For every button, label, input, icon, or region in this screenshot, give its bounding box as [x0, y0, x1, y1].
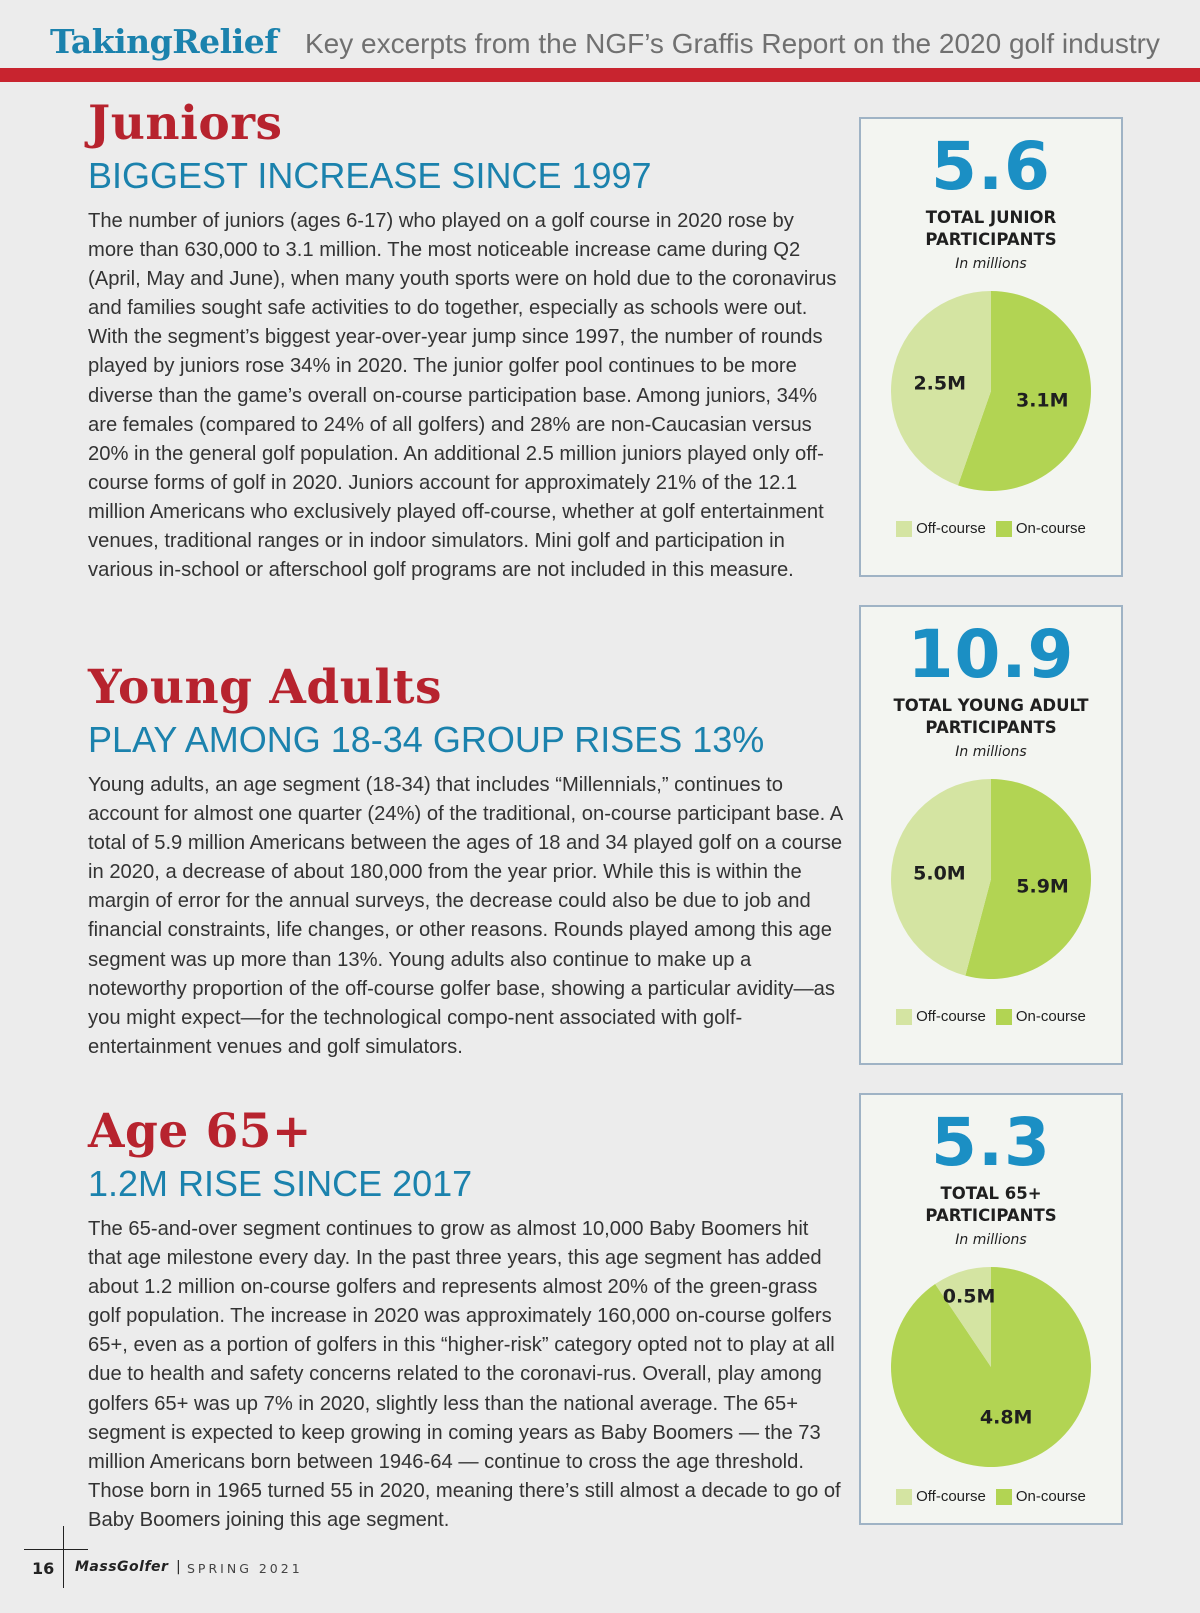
- card-label-line: PARTICIPANTS: [925, 1206, 1057, 1225]
- card-units: In millions: [955, 1232, 1027, 1248]
- card-label-line: TOTAL JUNIOR: [925, 208, 1057, 227]
- header-divider: [0, 68, 1200, 82]
- chart-legend: [861, 520, 1121, 537]
- stat-card-young-adults: [859, 605, 1123, 1065]
- card-label-line: PARTICIPANTS: [925, 718, 1057, 737]
- legend-item-off-course: [896, 1008, 986, 1025]
- card-label: [861, 695, 1121, 739]
- chart-legend: [861, 1488, 1121, 1505]
- legend-item-off-course: [896, 1488, 986, 1505]
- stat-card-age-65: [859, 1093, 1123, 1525]
- section-body: The number of juniors (ages 6-17) who played on a golf course in 2020 rose by more than 630,000 to 3.1 million. The most noticeable increase came during Q2 (April, May and June), when many youth sports were on hold due to the coronavirus and families sought safe activities to do together, especially as schools were out. With the segment’s biggest year-over-year jump since 1997, the number of rounds played by juniors rose 34% in 2020. The junior golfer pool continues to be more diverse than the game’s overall on-course participation base. Among juniors, 34% are females (compared to 24% of all golfers) and 28% are non-Caucasian versus 20% in the general golf population. An additional 2.5 million juniors played only off-course forms of golf in 2020. Juniors account for approximately 21% of the 12.1 million Americans who exclusively played off-course, whether at golf entertainment venues, traditional ranges or in indoor simulators. Mini golf and participation in various in-school or afterschool golf programs are not included in this measure.: [88, 210, 837, 582]
- section-title: Age 65+: [88, 1104, 312, 1159]
- legend-swatch: [996, 1489, 1012, 1505]
- stat-card-juniors: [859, 117, 1123, 577]
- card-label-line: TOTAL YOUNG ADULT: [893, 696, 1089, 715]
- card-label-line: TOTAL 65+: [940, 1184, 1042, 1203]
- pie-label-on-course: 5.9M: [1016, 875, 1069, 898]
- legend-swatch: [996, 1009, 1012, 1025]
- total-number: 5.6: [931, 128, 1051, 205]
- card-label-line: PARTICIPANTS: [925, 230, 1057, 249]
- pie-label-off-course: 0.5M: [942, 1285, 996, 1308]
- pie-chart: [886, 1262, 1096, 1472]
- legend-label: On-course: [1015, 1008, 1086, 1025]
- total-number: 5.3: [931, 1104, 1051, 1181]
- legend-swatch: [896, 521, 912, 537]
- legend-label: On-course: [1015, 520, 1086, 537]
- pie-label-off-course: 5.0M: [913, 862, 966, 885]
- issue-label: SPRING 2021: [187, 1561, 303, 1576]
- page-header: [0, 0, 1200, 70]
- footer-rule: [24, 1549, 88, 1550]
- section-body: The 65-and-over segment continues to grow as almost 10,000 Baby Boomers hit that age milestone every day. In the past three years, this age segment has added about 1.2 million on-course golfers and represents almost 20% of the green-grass golf population. The increase in 2020 was approximately 160,000 on-course golfers 65+, even as a portion of golfers in this “higher-risk” category opted not to play at all due to health and safety concerns related to the coronavi-rus. Overall, play among golfers 65+ was up 7% in 2020, slightly less than the national average. The 65+ segment is expected to keep growing in coming years as Baby Boomers — the 73 million Americans born between 1946-64 — continue to cross the age threshold. Those born in 1965 turned 55 in 2020, meaning there’s still almost a decade to go of Baby Boomers joining this age segment.: [88, 1218, 841, 1531]
- legend-swatch: [996, 521, 1012, 537]
- card-label: [861, 1183, 1121, 1227]
- section-juniors: [88, 96, 843, 585]
- legend-item-on-course: [996, 520, 1086, 537]
- total-number: 10.9: [907, 616, 1075, 693]
- legend-swatch: [896, 1009, 912, 1025]
- section-young-adults: [88, 660, 843, 1062]
- legend-item-on-course: [996, 1488, 1086, 1505]
- pie-chart: [886, 286, 1096, 496]
- pie-label-on-course: 4.8M: [979, 1406, 1033, 1429]
- legend-item-on-course: [996, 1008, 1086, 1025]
- legend-swatch: [896, 1489, 912, 1505]
- legend-label: Off-course: [916, 1488, 986, 1505]
- pie-label-off-course: 2.5M: [913, 372, 967, 395]
- page-number: 16: [32, 1559, 55, 1578]
- brand-logo: TakingRelief: [50, 22, 278, 61]
- legend-label: Off-course: [916, 1008, 986, 1025]
- chart-legend: [861, 1008, 1121, 1025]
- section-subtitle: PLAY AMONG 18-34 GROUP RISES 13%: [88, 719, 765, 760]
- card-units: In millions: [955, 744, 1027, 760]
- card-label: [861, 207, 1121, 251]
- card-units: In millions: [955, 256, 1027, 272]
- section-title: Juniors: [88, 96, 283, 151]
- section-subtitle: 1.2M RISE SINCE 2017: [88, 1163, 473, 1204]
- legend-label: On-course: [1015, 1488, 1086, 1505]
- magazine-name: MassGolfer: [75, 1559, 169, 1575]
- pie-label-on-course: 3.1M: [1015, 389, 1069, 412]
- pie-chart: [886, 774, 1096, 984]
- section-title: Young Adults: [88, 660, 442, 715]
- footer-rule: [63, 1526, 64, 1588]
- legend-label: Off-course: [916, 520, 986, 537]
- section-age-65: [88, 1104, 843, 1535]
- section-body: Young adults, an age segment (18-34) that includes “Millennials,” continues to account for almost one quarter (24%) of the traditional, on-course participant base. A total of 5.9 million Americans between the ages of 18 and 34 played golf on a course in 2020, a decrease of about 180,000 from the year prior. While this is within the margin of error for the annual surveys, the decrease could also be due to job and financial constraints, life changes, or other reasons. Rounds played among this age segment was up more than 13%. Young adults also continue to make up a noteworthy proportion of the off-course golfer base, showing a particular avidity—as you might expect—for the technological compo-nent associated with golf-entertainment venues and golf simulators.: [88, 774, 843, 1058]
- footer-separator: |: [176, 1559, 181, 1575]
- legend-item-off-course: [896, 520, 986, 537]
- section-subtitle: BIGGEST INCREASE SINCE 1997: [88, 155, 652, 196]
- header-tagline: Key excerpts from the NGF’s Graffis Report on the 2020 golf industry: [305, 28, 1160, 59]
